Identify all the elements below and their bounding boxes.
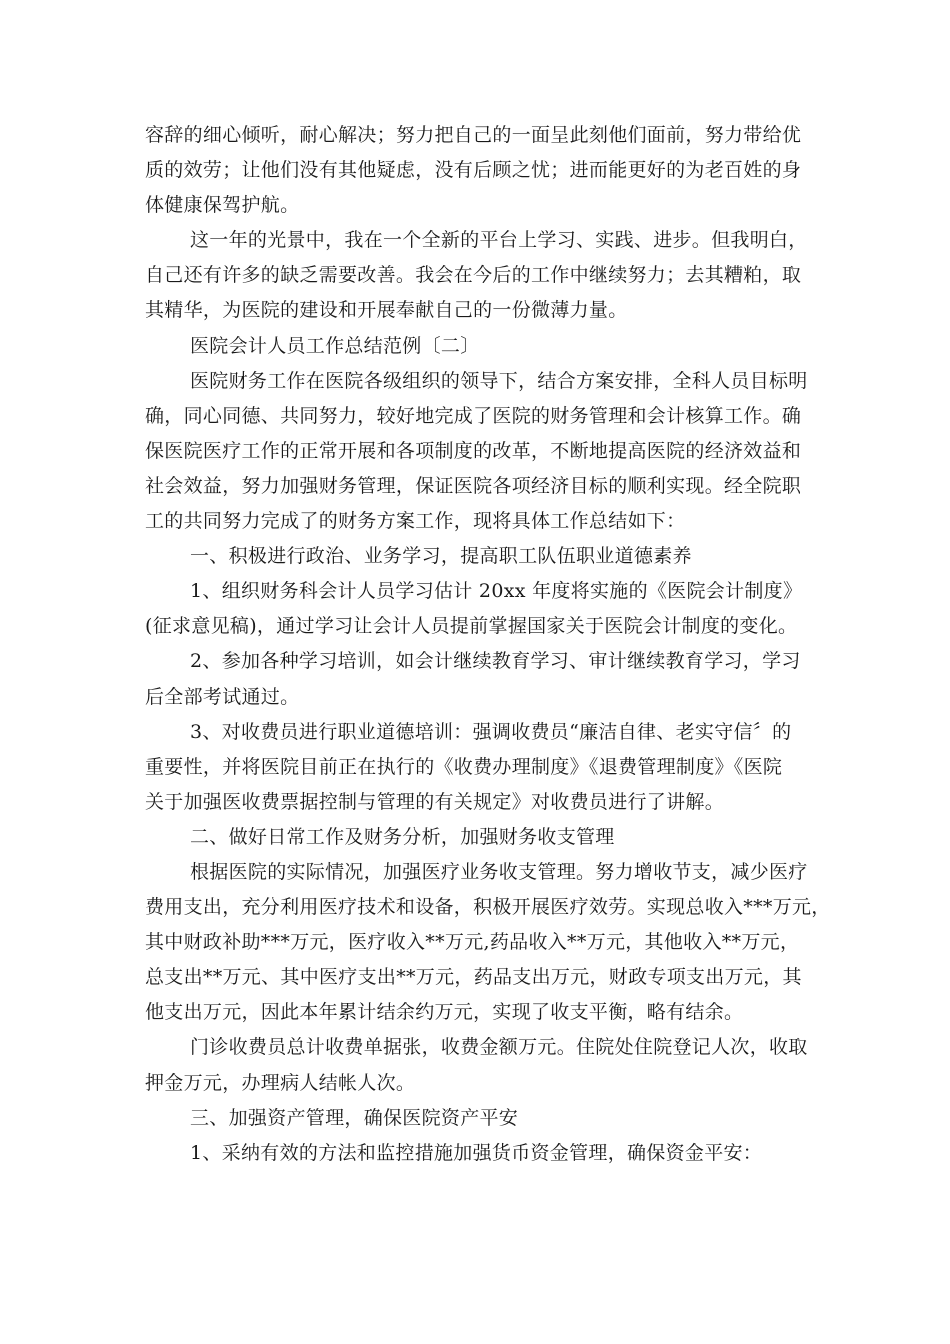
- text-line: (征求意见稿)，通过学习让会计人员提前掌握国家关于医院会计制度的变化。: [145, 615, 798, 638]
- list-item-first-line: 3、对收费员进行职业道德培训：强调收费员“廉洁自律、老实守信〞的: [190, 720, 792, 743]
- text-line: 他支出万元，因此本年累计结余约万元，实现了收支平衡，略有结余。: [145, 1001, 744, 1024]
- text-line: 确，同心同德、共同努力，较好地完成了医院的财务管理和会计核算工作。确: [145, 404, 802, 427]
- paragraph-first-line: 根据医院的实际情况，加强医疗业务收支管理。努力增收节支，减少医疗: [190, 860, 808, 883]
- text-line: 关于加强医收费票据控制与管理的有关规定》对收费员进行了讲解。: [145, 790, 725, 813]
- document-body: [145, 118, 831, 1171]
- text-line: 容辞的细心倾听，耐心解决；努力把自己的一面呈此刻他们面前，努力带给优: [145, 124, 802, 146]
- subsection-heading: 三、加强资产管理，确保医院资产平安: [190, 1106, 519, 1129]
- text-line: 其精华，为医院的建设和开展奉献自己的一份微薄力量。: [145, 299, 628, 322]
- text-line: 后全部考试通过。: [145, 685, 300, 708]
- text-line: 社会效益，努力加强财务管理，保证医院各项经济目标的顺利实现。经全院职: [145, 474, 802, 497]
- list-item-first-line: 1、采纳有效的方法和监控措施加强货币资金管理，确保资金平安：: [190, 1141, 763, 1164]
- text-line: 工的共同努力完成了的财务方案工作，现将具体工作总结如下：: [145, 510, 686, 533]
- text-line: 重要性，并将医院目前正在执行的《收费办理制度》《退费管理制度》《医院: [145, 755, 783, 778]
- paragraph-first-line: 门诊收费员总计收费单据张，收费金额万元。住院处住院登记人次，收取: [190, 1036, 808, 1059]
- text-line: 质的效劳；让他们没有其他疑虑，没有后顾之忧；进而能更好的为老百姓的身: [145, 159, 802, 182]
- subsection-heading: 二、做好日常工作及财务分析，加强财务收支管理: [190, 825, 615, 848]
- text-line: 自己还有许多的缺乏需要改善。我会在今后的工作中继续努力；去其糟粕，取: [145, 264, 802, 287]
- text-line: 押金万元，办理病人结帐人次。: [145, 1071, 416, 1094]
- section-heading: 医院会计人员工作总结范例〔二〕: [190, 334, 480, 357]
- list-item-first-line: 2、参加各种学习培训，如会计继续教育学习、审计继续教育学习，学习: [190, 650, 801, 673]
- paragraph-first-line: 这一年的光景中，我在一个全新的平台上学习、实践、进步。但我明白，: [190, 229, 808, 252]
- text-line: 其中财政补助***万元，医疗收入**万元,药品收入**万元，其他收入**万元，: [145, 931, 800, 954]
- list-item-first-line: 1、组织财务科会计人员学习估计 20xx 年度将实施的《医院会计制度》: [190, 580, 803, 603]
- subsection-heading: 一、积极进行政治、业务学习，提高职工队伍职业道德素养: [190, 545, 692, 568]
- text-line: 保医院医疗工作的正常开展和各项制度的改革，不断地提高医院的经济效益和: [145, 439, 802, 462]
- text-line: 体健康保驾护航。: [145, 194, 300, 217]
- text-line: 总支出**万元、其中医疗支出**万元，药品支出万元，财政专项支出万元，其: [145, 966, 802, 989]
- text-line: 费用支出，充分利用医疗技术和设备，积极开展医疗效劳。实现总收入***万元，: [145, 896, 831, 919]
- paragraph-first-line: 医院财务工作在医院各级组织的领导下，结合方案安排，全科人员目标明: [190, 369, 808, 392]
